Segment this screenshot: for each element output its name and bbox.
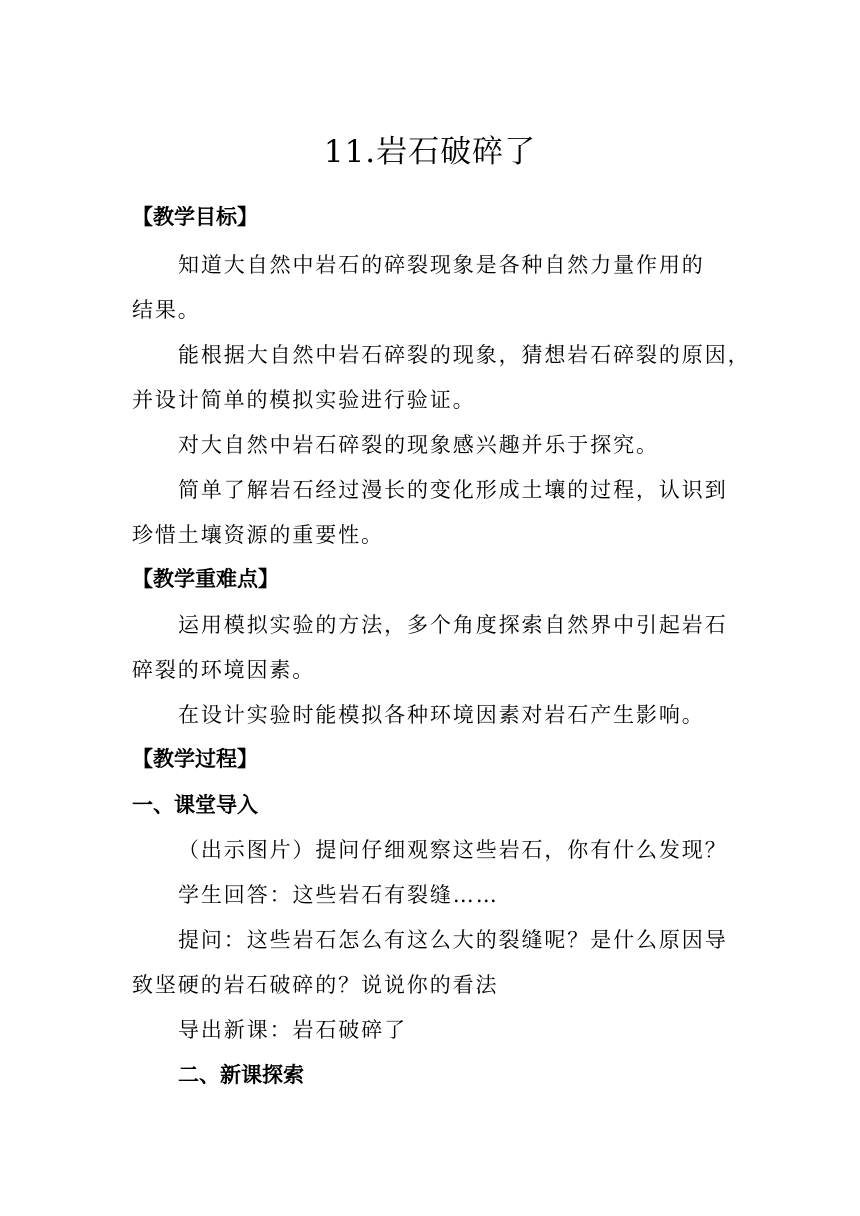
- section-heading-teaching-goals: 【教学目标】: [132, 205, 258, 229]
- section-heading-teaching-process: 【教学过程】: [132, 747, 258, 771]
- paragraph-line: 提问：这些岩石怎么有这么大的裂缝呢？是什么原因导: [178, 928, 728, 952]
- paragraph-line: 致坚硬的岩石破碎的？说说你的看法: [132, 973, 499, 997]
- paragraph-line: 知道大自然中岩石的碎裂现象是各种自然力量作用的: [178, 253, 705, 277]
- document-title: 11.岩石破碎了: [323, 134, 537, 170]
- paragraph-line: 简单了解岩石经过漫长的变化形成土壤的过程，认识到: [178, 478, 728, 502]
- section-heading-key-points: 【教学重难点】: [132, 567, 279, 591]
- paragraph-line: （出示图片）提问仔细观察这些岩石，你有什么发现？: [178, 838, 728, 862]
- paragraph-line: 学生回答：这些岩石有裂缝……: [178, 883, 499, 907]
- paragraph-line: 对大自然中岩石碎裂的现象感兴趣并乐于探究。: [178, 433, 659, 457]
- paragraph-line: 能根据大自然中岩石碎裂的现象，猜想岩石碎裂的原因，: [178, 343, 751, 367]
- subsection-heading-new-lesson: 二、新课探索: [178, 1063, 304, 1087]
- paragraph-line: 运用模拟实验的方法，多个角度探索自然界中引起岩石: [178, 613, 728, 637]
- subsection-heading-intro: 一、课堂导入: [132, 793, 258, 817]
- paragraph-line: 结果。: [132, 298, 201, 322]
- paragraph-line: 导出新课：岩石破碎了: [178, 1018, 407, 1042]
- paragraph-line: 在设计实验时能模拟各种环境因素对岩石产生影响。: [178, 703, 705, 727]
- paragraph-line: 并设计简单的模拟实验进行验证。: [132, 388, 476, 412]
- paragraph-line: 碎裂的环境因素。: [132, 658, 316, 682]
- paragraph-line: 珍惜土壤资源的重要性。: [132, 523, 384, 547]
